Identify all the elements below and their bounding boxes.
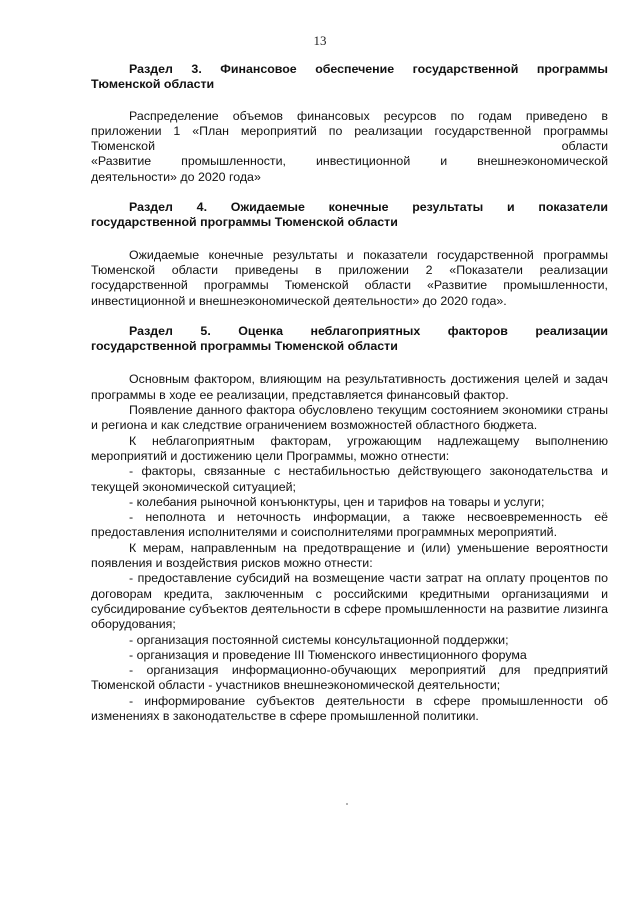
section-5-paragraph: Появление данного фактора обусловлено текущим состоянием экономики страны и региона и как следствие ограничением возможностей областного бюджета. [91, 403, 608, 433]
section-4-heading [91, 200, 608, 231]
page-number: 13 [313, 33, 327, 48]
section-3-heading [91, 62, 608, 93]
section-5-body [91, 372, 608, 724]
section-3-line: Распределение объемов финансовых ресурсов по годам приведено в [129, 108, 608, 123]
section-3-line: деятельности» до 2020 года» [91, 169, 261, 184]
section-5-paragraph: Основным фактором, влияющим на результативность достижения целей и задач программы в ходе ее реализации, представляется финансовый фактор. [91, 372, 608, 402]
scan-speck [346, 803, 348, 805]
section-3-line [91, 139, 608, 154]
section-5-list-item: - предоставление субсидий на возмещение части затрат на оплату процентов по договорам кредита, заключенным с российскими кредитными организациями и субсидирование субъектов деятельности в сфере промышленности на развитие лизинга оборудования; [91, 571, 608, 632]
section-5-paragraph: К неблагоприятным факторам, угрожающим надлежащему выполнению мероприятий и достижению цели Программы, можно отнести: [91, 433, 608, 463]
section-5-list-item: - организация и проведение III Тюменского инвестиционного форума [129, 647, 527, 662]
section-5-list-item: - факторы, связанные с нестабильностью действующего законодательства и текущей экономической ситуацией; [91, 464, 608, 494]
section-3-paragraph [91, 109, 608, 185]
section-4-paragraph: Ожидаемые конечные результаты и показатели государственной программы Тюменской области приведены в приложении 2 «Показатели реализации государственной программы Тюменской области «Развитие промышленности, инвестиционной и внешнеэкономической деятельности» до 2020 года». [91, 247, 608, 308]
section-5-heading-line1: Раздел 5. Оценка неблагоприятных факторов реализации [129, 323, 608, 338]
document-body [91, 62, 608, 724]
section-5-list-item: - колебания рыночной конъюнктуры, цен и тарифов на товары и услуги; [129, 494, 545, 509]
section-4-heading-line2: государственной программы Тюменской области [91, 215, 398, 230]
section-5-list-item: - информирование субъектов деятельности в сфере промышленности об изменениях в законодательстве в сфере промышленной политики. [91, 693, 608, 723]
section-3-heading-line2: Тюменской области [91, 77, 215, 92]
section-3-line-right-word: области [561, 139, 608, 154]
section-3-heading-line1: Раздел 3. Финансовое обеспечение государственной программы [129, 62, 608, 76]
section-5-heading [91, 324, 608, 355]
section-3-line-left-word: Тюменской [91, 139, 155, 154]
section-5-list-item: - организация постоянной системы консультационной поддержки; [129, 632, 509, 647]
section-3-line: приложении 1 «План мероприятий по реализации государственной программы [91, 123, 608, 138]
section-5-paragraph: К мерам, направленным на предотвращение и (или) уменьшение вероятности появления и воздействия рисков можно отнести: [91, 540, 608, 571]
section-5-list-item: - организация информационно-обучающих мероприятий для предприятий Тюменской области - участников внешнеэкономической деятельности; [91, 663, 608, 693]
section-4-heading-line1: Раздел 4. Ожидаемые конечные результаты и показатели [129, 200, 608, 215]
section-5-heading-line2: государственной программы Тюменской области [91, 339, 398, 354]
section-3-line: «Развитие промышленности, инвестиционной и внешнеэкономической [91, 154, 608, 169]
section-5-list-item: - неполнота и неточность информации, а также несвоевременность её предоставления исполнителями и соисполнителями программных мероприятий. [91, 510, 608, 540]
